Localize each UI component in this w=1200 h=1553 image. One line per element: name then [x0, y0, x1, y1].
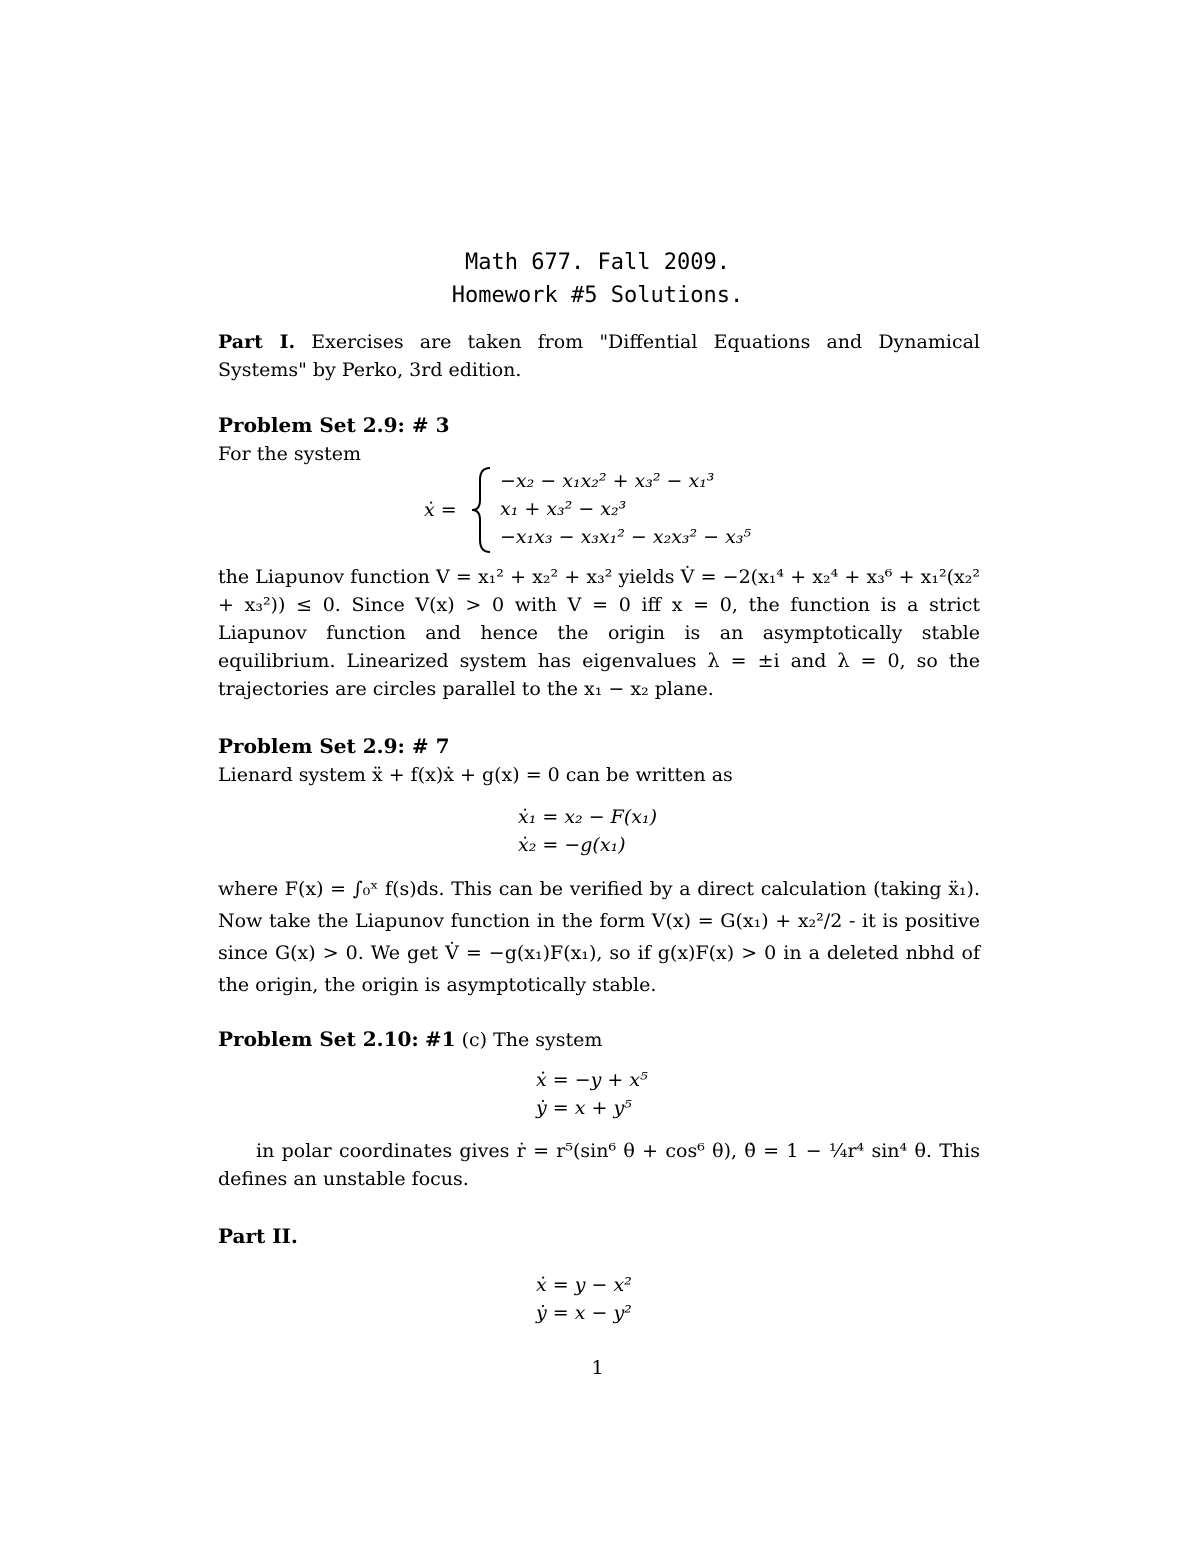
- page-number: 1: [591, 1357, 604, 1379]
- problem-3-text: in polar coordinates gives ṙ = r⁵(sin⁶ θ + cos⁶ θ), θ̇ = 1 − ¼r⁴ sin⁴ θ. This defines an unstable focus.: [218, 1140, 980, 1190]
- system-eq-2: ẏ = x + y⁵: [536, 1097, 632, 1119]
- heading-rest: (c) The system: [461, 1029, 603, 1051]
- part2-eq-2: ẏ = x − y²: [536, 1302, 632, 1324]
- problem-heading-2-10-1: [218, 1025, 602, 1054]
- heading-label: Problem Set 2.10:: [218, 1027, 419, 1051]
- part1-intro: [218, 328, 980, 384]
- page-title: Math 677. Fall 2009.: [465, 250, 730, 275]
- left-brace: [470, 466, 494, 554]
- system-row-2: x₁ + x₃² − x₂³: [500, 498, 627, 520]
- part1-label: Part I.: [218, 331, 296, 353]
- lienard-eq-2: ẋ₂ = −g(x₁): [518, 834, 626, 856]
- lienard-eq-1: ẋ₁ = x₂ − F(x₁): [518, 806, 658, 828]
- system-lhs: ẋ =: [424, 499, 457, 521]
- part2-eq-1: ẋ = y − x²: [536, 1274, 632, 1296]
- problem-intro: For the system: [218, 443, 361, 465]
- lienard-intro: Lienard system ẍ + f(x)ẋ + g(x) = 0 can be written as: [218, 764, 733, 786]
- system-row-3: −x₁x₃ − x₃x₁² − x₂x₃² − x₃⁵: [500, 526, 752, 548]
- problem-1-text: the Liapunov function V = x₁² + x₂² + x₃² yields V̇ = −2(x₁⁴ + x₂⁴ + x₃⁶ + x₁²(x₂² + x₃²)) ≤ 0. Since V(x) > 0 with V = 0 iff x = 0, the function is a strict Liapunov function and hence the origin is an asymptotically stable equilibrium. Linearized system has eigenvalues λ = ±i and λ = 0, so the trajectories are circles parallel to the x₁ − x₂ plane.: [218, 566, 980, 700]
- page-subtitle: Homework #5 Solutions.: [451, 283, 744, 308]
- problem-heading-2-9-3: Problem Set 2.9: # 3: [218, 413, 450, 437]
- problem-2-text: where F(x) = ∫₀ˣ f(s)ds. This can be verified by a direct calculation (taking ẍ₁). Now take the Liapunov function in the form V(x) = G(x₁) + x₂²/2 - it is positive since G(x) > 0. We get V̇ = −g(x₁)F(x₁), so if g(x)F(x) > 0 in a deleted nbhd of the origin, the origin is asymptotically stable.: [218, 878, 980, 996]
- part1-text: Exercises are taken from "Diffential Equations and Dynamical Systems" by Perko, 3rd edition.: [218, 331, 980, 381]
- system-row-1: −x₂ − x₁x₂² + x₃² − x₁³: [500, 470, 715, 492]
- part2-label: Part II.: [218, 1224, 298, 1248]
- problem-heading-2-9-7: Problem Set 2.9: # 7: [218, 734, 450, 758]
- system-eq-1: ẋ = −y + x⁵: [536, 1069, 648, 1091]
- heading-number: #1: [424, 1027, 456, 1051]
